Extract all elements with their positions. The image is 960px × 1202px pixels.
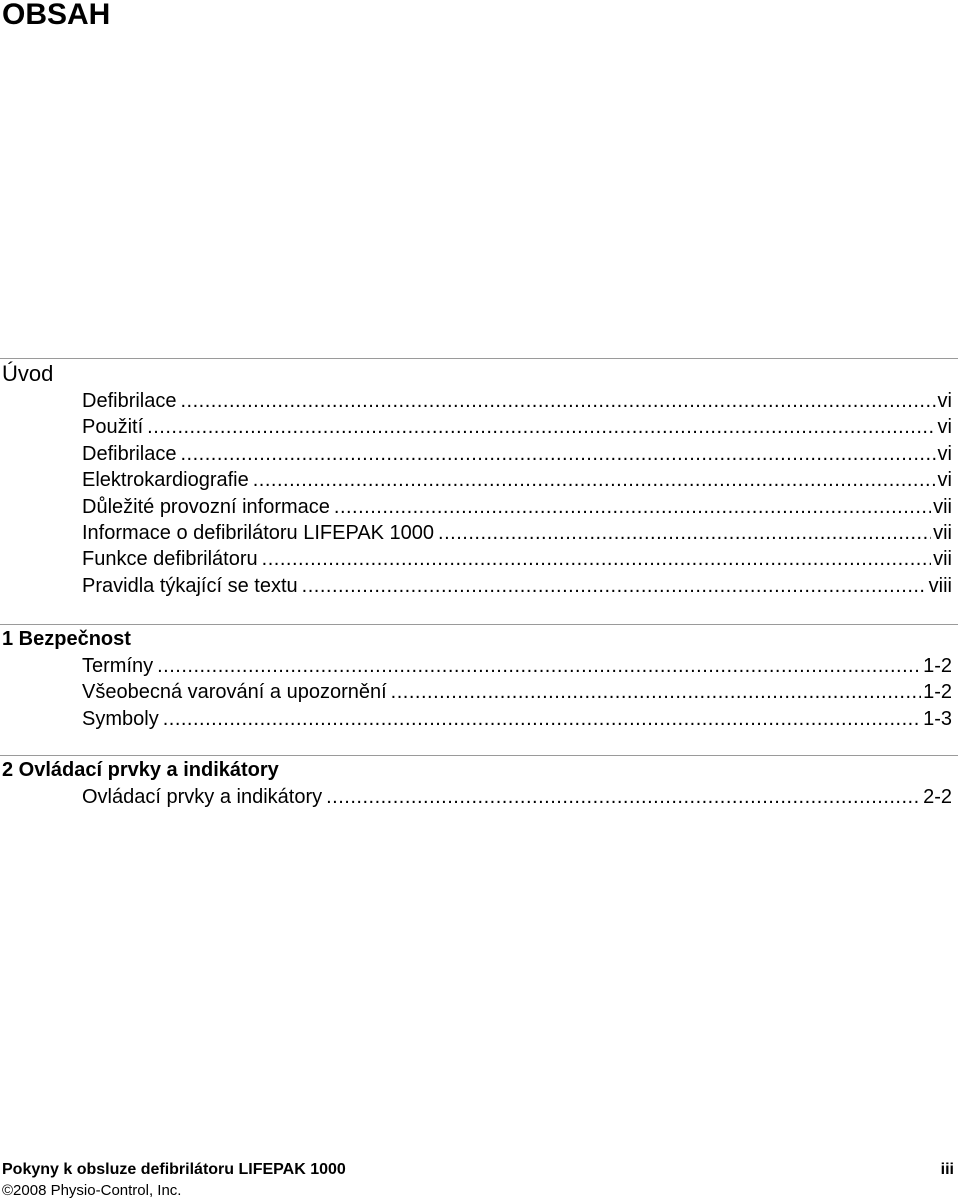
toc-entry-page: 1-2 bbox=[923, 655, 952, 677]
toc-entry-page: viii bbox=[928, 574, 952, 597]
toc-entry-text: Termíny bbox=[82, 655, 154, 677]
toc-entry-page: 1-2 bbox=[923, 681, 952, 704]
toc-entry-page: vi bbox=[937, 390, 952, 412]
section-title-ovladaci-prvky: 2 Ovládací prvky a indikátory bbox=[2, 759, 279, 781]
toc-leader-dots bbox=[180, 441, 935, 467]
toc-entry-text: Důležité provozní informace bbox=[82, 495, 330, 518]
toc-entry[interactable] bbox=[82, 467, 952, 493]
toc-entry[interactable] bbox=[82, 546, 952, 572]
section-title-bezpecnost: 1 Bezpečnost bbox=[2, 628, 131, 650]
page-title: OBSAH bbox=[2, 0, 111, 31]
toc-leader-dots bbox=[302, 573, 927, 599]
toc-entry-page: vii bbox=[933, 521, 952, 544]
toc-leader-dots bbox=[334, 494, 931, 520]
footer-document-title: Pokyny k obsluze defibrilátoru LIFEPAK 1000 bbox=[2, 1161, 346, 1178]
toc-entry[interactable] bbox=[82, 520, 952, 546]
toc-list-uvod bbox=[82, 388, 952, 599]
toc-entry[interactable] bbox=[82, 441, 952, 467]
toc-entry-page: 1-3 bbox=[923, 707, 952, 730]
toc-leader-dots bbox=[253, 467, 936, 493]
section-divider bbox=[0, 624, 958, 625]
toc-entry-text: Defibrilace bbox=[82, 390, 177, 412]
toc-leader-dots bbox=[262, 546, 931, 572]
toc-entry-page: vi bbox=[937, 469, 952, 492]
toc-entry[interactable] bbox=[82, 573, 952, 599]
toc-leader-dots bbox=[391, 679, 921, 705]
toc-entry-page: vii bbox=[933, 548, 952, 571]
toc-entry-text: Všeobecná varování a upozornění bbox=[82, 681, 387, 704]
toc-entry-page: vi bbox=[937, 442, 952, 465]
toc-leader-dots bbox=[163, 706, 921, 732]
section-divider bbox=[0, 358, 958, 359]
toc-leader-dots bbox=[180, 388, 935, 414]
toc-entry-page: vi bbox=[937, 416, 952, 439]
toc-entry-page: vii bbox=[933, 495, 952, 518]
toc-list-bezpecnost bbox=[82, 653, 952, 732]
toc-list-ovladaci-prvky bbox=[82, 784, 952, 810]
section-title-uvod: Úvod bbox=[2, 361, 54, 386]
toc-entry[interactable] bbox=[82, 653, 952, 679]
toc-entry[interactable] bbox=[82, 784, 952, 810]
toc-leader-dots bbox=[438, 520, 931, 546]
toc-entry-text: Defibrilace bbox=[82, 442, 177, 465]
toc-entry[interactable] bbox=[82, 679, 952, 705]
section-divider bbox=[0, 755, 958, 756]
toc-leader-dots bbox=[326, 784, 921, 810]
toc-entry-text: Informace o defibrilátoru LIFEPAK 1000 bbox=[82, 521, 435, 544]
toc-leader-dots bbox=[157, 653, 921, 679]
footer-page-number: iii bbox=[940, 1161, 954, 1178]
toc-entry-text: Symboly bbox=[82, 707, 159, 730]
toc-entry-text: Pravidla týkající se textu bbox=[82, 574, 298, 597]
toc-entry-page: 2-2 bbox=[923, 786, 952, 808]
toc-entry-text: Elektrokardiografie bbox=[82, 469, 249, 492]
toc-entry[interactable] bbox=[82, 494, 952, 520]
toc-leader-dots bbox=[147, 414, 935, 440]
toc-entry[interactable] bbox=[82, 414, 952, 440]
footer-copyright: ©2008 Physio-Control, Inc. bbox=[2, 1182, 182, 1199]
toc-entry-text: Funkce defibrilátoru bbox=[82, 548, 258, 571]
toc-entry[interactable] bbox=[82, 706, 952, 732]
toc-entry[interactable] bbox=[82, 388, 952, 414]
toc-entry-text: Použití bbox=[82, 416, 144, 439]
toc-entry-text: Ovládací prvky a indikátory bbox=[82, 786, 323, 808]
